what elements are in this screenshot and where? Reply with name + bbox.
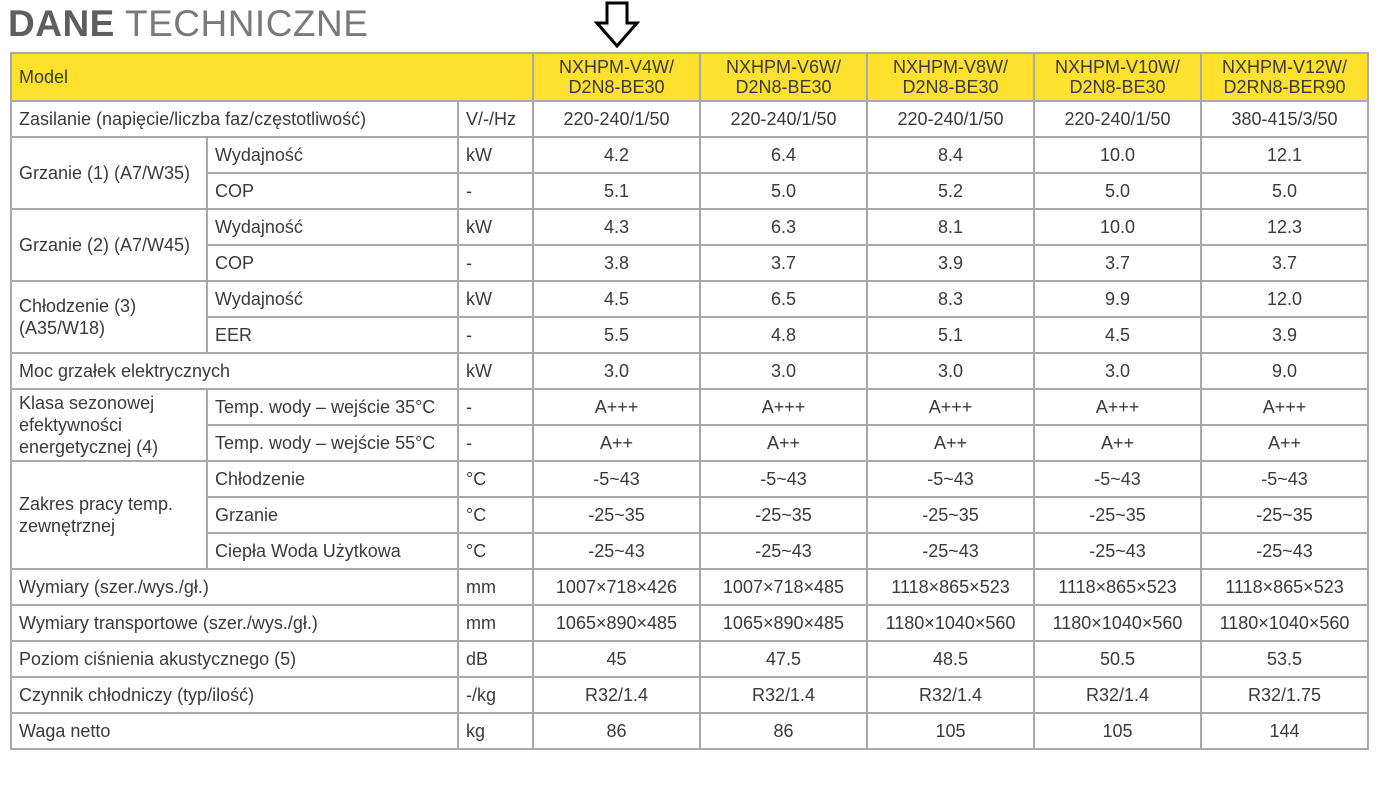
row-grzanie2-wydajnosc [11,209,1368,245]
row-zakres-grzanie [11,497,1368,533]
row-unit: kW [458,209,533,245]
cell-value: A+++ [1201,389,1368,425]
cell-value: 4.2 [533,137,700,173]
cell-value: -5~43 [700,461,867,497]
cell-value: 3.7 [1034,245,1201,281]
row-grzanie1-wydajnosc [11,137,1368,173]
row-label: Poziom ciśnienia akustycznego (5) [11,641,458,677]
model-header: NXHPM-V8W/ D2N8-BE30 [867,53,1034,101]
row-unit: kW [458,281,533,317]
row-waga [11,713,1368,749]
cell-value: 5.0 [1201,173,1368,209]
cell-value: 53.5 [1201,641,1368,677]
title-bold: DANE [8,3,115,44]
row-label: Wydajność [207,281,458,317]
cell-value: 3.0 [700,353,867,389]
row-zasilanie [11,101,1368,137]
cell-value: 9.0 [1201,353,1368,389]
row-moc [11,353,1368,389]
row-zakres-cwu [11,533,1368,569]
row-label: COP [207,173,458,209]
cell-value: R32/1.4 [867,677,1034,713]
cell-value: 1065×890×485 [533,605,700,641]
row-poziom [11,641,1368,677]
row-unit: °C [458,533,533,569]
row-unit: mm [458,569,533,605]
row-label: Wymiary transportowe (szer./wys./gł.) [11,605,458,641]
cell-value: A++ [867,425,1034,461]
cell-value: 380-415/3/50 [1201,101,1368,137]
cell-value: 1180×1040×560 [1201,605,1368,641]
group-label: Chłodzenie (3) (A35/W18) [11,281,207,353]
row-unit: - [458,173,533,209]
row-label: Temp. wody – wejście 35°C [207,389,458,425]
cell-value: -5~43 [867,461,1034,497]
cell-value: 1007×718×426 [533,569,700,605]
cell-value: 1118×865×523 [867,569,1034,605]
down-arrow-icon [594,1,640,49]
cell-value: 220-240/1/50 [1034,101,1201,137]
row-unit: °C [458,497,533,533]
cell-value: -25~43 [867,533,1034,569]
cell-value: A++ [1201,425,1368,461]
cell-value: 3.9 [867,245,1034,281]
row-label: Wydajność [207,209,458,245]
cell-value: A++ [533,425,700,461]
cell-value: 8.4 [867,137,1034,173]
cell-value: A++ [1034,425,1201,461]
cell-value: 8.3 [867,281,1034,317]
row-label: Ciepła Woda Użytkowa [207,533,458,569]
cell-value: 105 [867,713,1034,749]
cell-value: -5~43 [1034,461,1201,497]
cell-value: 3.0 [533,353,700,389]
cell-value: -25~35 [867,497,1034,533]
row-grzanie2-cop [11,245,1368,281]
cell-value: 6.5 [700,281,867,317]
cell-value: R32/1.4 [533,677,700,713]
row-grzanie1-cop [11,173,1368,209]
row-label: EER [207,317,458,353]
cell-value: 3.0 [1034,353,1201,389]
cell-value: 6.3 [700,209,867,245]
row-klasa-35 [11,389,1368,425]
model-header: NXHPM-V12W/ D2RN8-BER90 [1201,53,1368,101]
model-label: Model [11,53,533,101]
cell-value: 50.5 [1034,641,1201,677]
cell-value: 1065×890×485 [700,605,867,641]
row-label: Chłodzenie [207,461,458,497]
row-unit: V/-/Hz [458,101,533,137]
cell-value: 105 [1034,713,1201,749]
cell-value: 220-240/1/50 [533,101,700,137]
row-unit: kW [458,137,533,173]
cell-value: -5~43 [533,461,700,497]
cell-value: A+++ [1034,389,1201,425]
cell-value: 45 [533,641,700,677]
row-label: COP [207,245,458,281]
cell-value: -25~43 [1034,533,1201,569]
cell-value: -25~35 [700,497,867,533]
cell-value: 1180×1040×560 [1034,605,1201,641]
cell-value: 86 [700,713,867,749]
row-label: Grzanie [207,497,458,533]
cell-value: 5.1 [867,317,1034,353]
cell-value: 3.8 [533,245,700,281]
cell-value: 1118×865×523 [1201,569,1368,605]
row-unit: -/kg [458,677,533,713]
cell-value: 144 [1201,713,1368,749]
row-unit: °C [458,461,533,497]
group-label: Grzanie (2) (A7/W45) [11,209,207,281]
cell-value: -25~43 [700,533,867,569]
row-unit: - [458,425,533,461]
cell-value: 10.0 [1034,209,1201,245]
row-unit: mm [458,605,533,641]
cell-value: -5~43 [1201,461,1368,497]
cell-value: 86 [533,713,700,749]
cell-value: 220-240/1/50 [700,101,867,137]
cell-value: 10.0 [1034,137,1201,173]
cell-value: 47.5 [700,641,867,677]
row-wymiary [11,569,1368,605]
cell-value: 1118×865×523 [1034,569,1201,605]
cell-value: 12.0 [1201,281,1368,317]
row-label: Wydajność [207,137,458,173]
cell-value: 4.8 [700,317,867,353]
row-unit: kW [458,353,533,389]
cell-value: 3.7 [700,245,867,281]
cell-value: 5.0 [1034,173,1201,209]
row-label: Waga netto [11,713,458,749]
row-chlodzenie-eer [11,317,1368,353]
row-zakres-chlodzenie [11,461,1368,497]
cell-value: 220-240/1/50 [867,101,1034,137]
model-header: NXHPM-V10W/ D2N8-BE30 [1034,53,1201,101]
cell-value: 9.9 [1034,281,1201,317]
cell-value: -25~35 [1034,497,1201,533]
page-title [8,4,368,44]
cell-value: 4.5 [1034,317,1201,353]
cell-value: A+++ [533,389,700,425]
group-label: Zakres pracy temp. zewnętrznej [11,461,207,569]
cell-value: 8.1 [867,209,1034,245]
row-unit: - [458,245,533,281]
cell-value: 12.3 [1201,209,1368,245]
row-wymiary-transportowe [11,605,1368,641]
cell-value: 1007×718×485 [700,569,867,605]
cell-value: R32/1.75 [1201,677,1368,713]
row-czynnik [11,677,1368,713]
cell-value: 5.5 [533,317,700,353]
cell-value: A+++ [867,389,1034,425]
cell-value: 3.9 [1201,317,1368,353]
cell-value: 3.0 [867,353,1034,389]
model-header: NXHPM-V4W/ D2N8-BE30 [533,53,700,101]
model-header: NXHPM-V6W/ D2N8-BE30 [700,53,867,101]
header-row [11,53,1368,101]
cell-value: A+++ [700,389,867,425]
cell-value: 6.4 [700,137,867,173]
cell-value: 3.7 [1201,245,1368,281]
cell-value: 48.5 [867,641,1034,677]
cell-value: 1180×1040×560 [867,605,1034,641]
cell-value: 5.1 [533,173,700,209]
cell-value: 4.5 [533,281,700,317]
cell-value: R32/1.4 [700,677,867,713]
cell-value: 12.1 [1201,137,1368,173]
row-unit: dB [458,641,533,677]
row-unit: - [458,317,533,353]
row-klasa-55 [11,425,1368,461]
spec-table [10,52,1369,750]
row-chlodzenie-wydajnosc [11,281,1368,317]
cell-value: -25~43 [1201,533,1368,569]
cell-value: 4.3 [533,209,700,245]
row-label: Czynnik chłodniczy (typ/ilość) [11,677,458,713]
row-unit: - [458,389,533,425]
cell-value: A++ [700,425,867,461]
cell-value: R32/1.4 [1034,677,1201,713]
cell-value: -25~43 [533,533,700,569]
cell-value: 5.0 [700,173,867,209]
group-label: Klasa sezonowej efektywności energetycznej (4) [11,389,207,461]
row-label: Moc grzałek elektrycznych [11,353,458,389]
cell-value: 5.2 [867,173,1034,209]
row-label: Wymiary (szer./wys./gł.) [11,569,458,605]
title-light: TECHNICZNE [124,3,369,44]
group-label: Grzanie (1) (A7/W35) [11,137,207,209]
cell-value: -25~35 [1201,497,1368,533]
row-label: Zasilanie (napięcie/liczba faz/częstotliwość) [11,101,458,137]
cell-value: -25~35 [533,497,700,533]
row-unit: kg [458,713,533,749]
row-label: Temp. wody – wejście 55°C [207,425,458,461]
